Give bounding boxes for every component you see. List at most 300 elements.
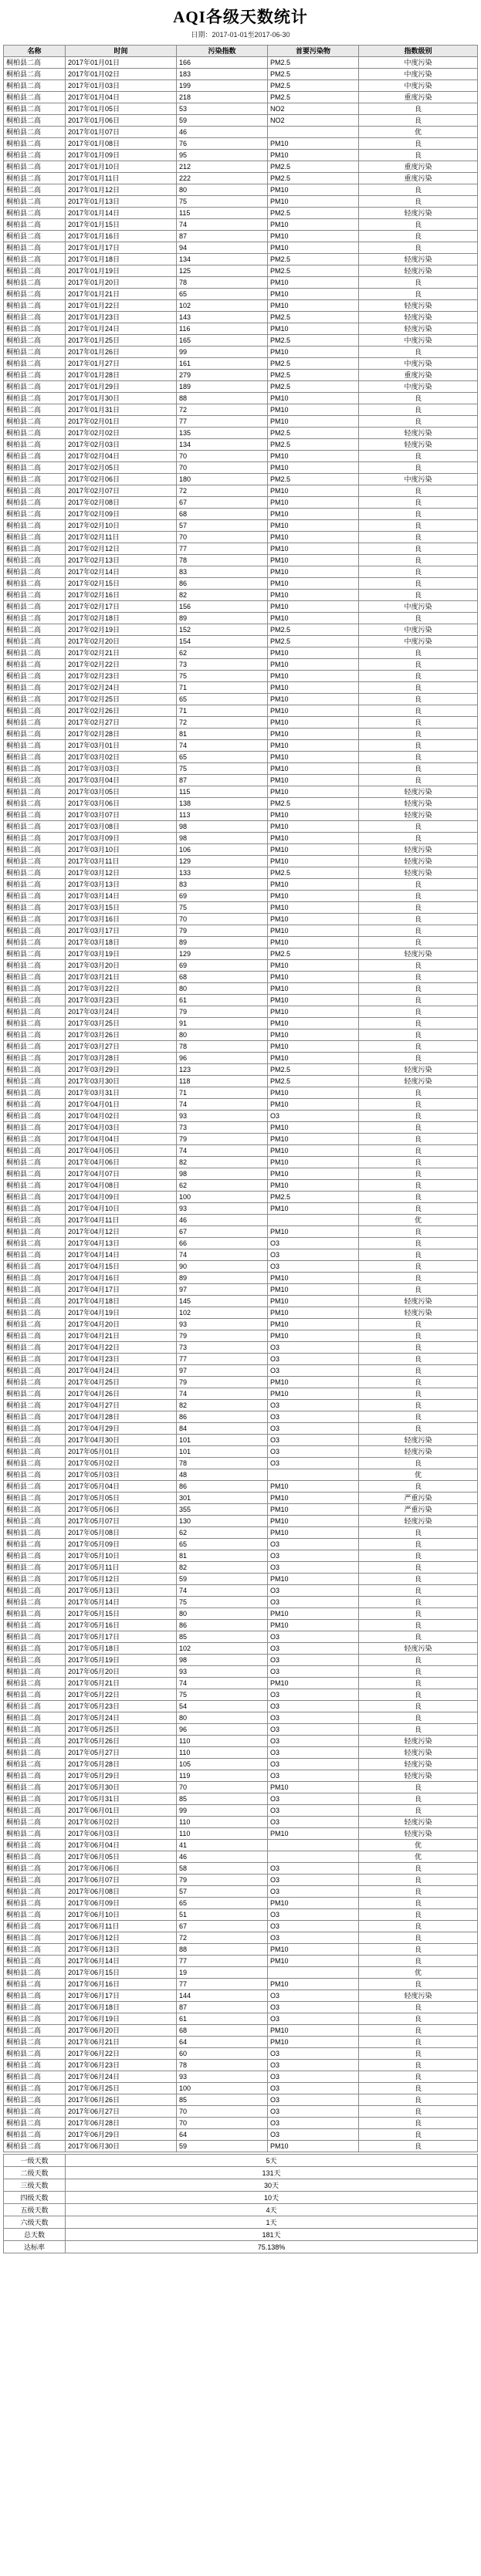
cell-level: 重度污染 xyxy=(359,161,478,173)
cell-aqi: 58 xyxy=(177,1863,268,1875)
cell-date: 2017年03月29日 xyxy=(66,1064,177,1076)
cell-level: 良 xyxy=(359,1666,478,1678)
cell-level: 良 xyxy=(359,138,478,150)
table-row xyxy=(4,810,478,821)
cell-pollutant: O3 xyxy=(268,1747,359,1759)
cell-date: 2017年03月06日 xyxy=(66,798,177,810)
table-row xyxy=(4,705,478,717)
cell-station: 桐柏县二高 xyxy=(4,1249,66,1261)
cell-pollutant: PM2.5 xyxy=(268,57,359,69)
cell-aqi: 110 xyxy=(177,1828,268,1840)
cell-level: 良 xyxy=(359,1655,478,1666)
cell-pollutant: PM10 xyxy=(268,752,359,763)
cell-aqi: 67 xyxy=(177,497,268,509)
cell-station: 桐柏县二高 xyxy=(4,161,66,173)
table-row xyxy=(4,1493,478,1504)
cell-station: 桐柏县二高 xyxy=(4,2094,66,2106)
cell-aqi: 82 xyxy=(177,1157,268,1168)
cell-date: 2017年05月09日 xyxy=(66,1539,177,1550)
cell-aqi: 74 xyxy=(177,1585,268,1597)
cell-level: 良 xyxy=(359,659,478,671)
header-level: 指数级别 xyxy=(359,46,478,57)
cell-pollutant: PM10 xyxy=(268,1944,359,1956)
table-row xyxy=(4,2106,478,2118)
cell-pollutant: O3 xyxy=(268,2106,359,2118)
table-row xyxy=(4,474,478,485)
cell-station: 桐柏县二高 xyxy=(4,347,66,358)
cell-pollutant: PM10 xyxy=(268,810,359,821)
cell-pollutant: O3 xyxy=(268,1342,359,1354)
cell-pollutant: PM2.5 xyxy=(268,428,359,439)
cell-level: 良 xyxy=(359,1562,478,1574)
cell-level: 良 xyxy=(359,1157,478,1168)
table-row xyxy=(4,1585,478,1597)
cell-station: 桐柏县二高 xyxy=(4,1851,66,1863)
table-row xyxy=(4,1828,478,1840)
cell-date: 2017年01月19日 xyxy=(66,265,177,277)
cell-pollutant: O3 xyxy=(268,1354,359,1365)
cell-station: 桐柏县二高 xyxy=(4,335,66,347)
cell-aqi: 98 xyxy=(177,833,268,844)
cell-station: 桐柏县二高 xyxy=(4,1956,66,1967)
table-row xyxy=(4,821,478,833)
cell-aqi: 100 xyxy=(177,1192,268,1203)
cell-level: 良 xyxy=(359,196,478,208)
table-row xyxy=(4,1342,478,1354)
cell-date: 2017年02月14日 xyxy=(66,566,177,578)
cell-level: 轻度污染 xyxy=(359,439,478,451)
summary-label: 四级天数 xyxy=(4,2192,66,2204)
cell-station: 桐柏县二高 xyxy=(4,184,66,196)
cell-date: 2017年04月18日 xyxy=(66,1296,177,1307)
cell-pollutant: PM10 xyxy=(268,532,359,543)
cell-aqi: 154 xyxy=(177,636,268,647)
cell-level: 轻度污染 xyxy=(359,810,478,821)
cell-aqi: 222 xyxy=(177,173,268,184)
cell-station: 桐柏县二高 xyxy=(4,590,66,601)
cell-aqi: 102 xyxy=(177,1307,268,1319)
summary-row xyxy=(4,2155,478,2167)
table-row xyxy=(4,1689,478,1701)
table-row xyxy=(4,694,478,705)
cell-pollutant: PM10 xyxy=(268,1574,359,1585)
cell-aqi: 113 xyxy=(177,810,268,821)
cell-pollutant: PM2.5 xyxy=(268,439,359,451)
cell-date: 2017年03月30日 xyxy=(66,1076,177,1087)
cell-pollutant: PM10 xyxy=(268,462,359,474)
cell-level: 轻度污染 xyxy=(359,1516,478,1527)
cell-station: 桐柏县二高 xyxy=(4,1898,66,1909)
cell-station: 桐柏县二高 xyxy=(4,1620,66,1631)
cell-aqi: 86 xyxy=(177,1411,268,1423)
cell-pollutant xyxy=(268,127,359,138)
summary-value: 75.138% xyxy=(66,2241,478,2253)
cell-station: 桐柏县二高 xyxy=(4,613,66,624)
table-row xyxy=(4,57,478,69)
cell-pollutant: PM10 xyxy=(268,520,359,532)
cell-level: 良 xyxy=(359,2129,478,2141)
cell-date: 2017年02月09日 xyxy=(66,509,177,520)
cell-aqi: 48 xyxy=(177,1469,268,1481)
cell-aqi: 212 xyxy=(177,161,268,173)
cell-aqi: 69 xyxy=(177,891,268,902)
cell-aqi: 74 xyxy=(177,1249,268,1261)
cell-aqi: 74 xyxy=(177,740,268,752)
cell-station: 桐柏县二高 xyxy=(4,1875,66,1886)
cell-level: 良 xyxy=(359,1724,478,1736)
cell-pollutant: PM10 xyxy=(268,184,359,196)
cell-aqi: 94 xyxy=(177,242,268,254)
cell-date: 2017年05月20日 xyxy=(66,1666,177,1678)
cell-aqi: 65 xyxy=(177,752,268,763)
table-row xyxy=(4,659,478,671)
cell-pollutant: PM10 xyxy=(268,740,359,752)
table-row xyxy=(4,1932,478,1944)
cell-level: 良 xyxy=(359,1550,478,1562)
cell-date: 2017年01月27日 xyxy=(66,358,177,370)
cell-level: 良 xyxy=(359,821,478,833)
cell-date: 2017年01月25日 xyxy=(66,335,177,347)
cell-pollutant: PM10 xyxy=(268,729,359,740)
cell-date: 2017年04月03日 xyxy=(66,1122,177,1134)
cell-aqi: 74 xyxy=(177,219,268,231)
cell-date: 2017年04月27日 xyxy=(66,1400,177,1411)
cell-station: 桐柏县二高 xyxy=(4,1215,66,1226)
cell-aqi: 71 xyxy=(177,705,268,717)
cell-aqi: 76 xyxy=(177,138,268,150)
cell-pollutant: O3 xyxy=(268,2060,359,2071)
table-row xyxy=(4,1215,478,1226)
cell-aqi: 84 xyxy=(177,1423,268,1435)
cell-pollutant: O3 xyxy=(268,1689,359,1701)
cell-level: 良 xyxy=(359,1238,478,1249)
cell-pollutant: PM10 xyxy=(268,786,359,798)
cell-level: 良 xyxy=(359,1354,478,1365)
cell-date: 2017年04月01日 xyxy=(66,1099,177,1111)
table-row xyxy=(4,1956,478,1967)
table-row xyxy=(4,161,478,173)
cell-pollutant: PM10 xyxy=(268,613,359,624)
table-row xyxy=(4,381,478,393)
cell-station: 桐柏县二高 xyxy=(4,485,66,497)
cell-station: 桐柏县二高 xyxy=(4,208,66,219)
cell-aqi: 75 xyxy=(177,902,268,914)
table-row xyxy=(4,729,478,740)
cell-date: 2017年03月16日 xyxy=(66,914,177,925)
cell-pollutant: PM10 xyxy=(268,138,359,150)
cell-station: 桐柏县二高 xyxy=(4,1145,66,1157)
cell-station: 桐柏县二高 xyxy=(4,960,66,972)
cell-date: 2017年03月04日 xyxy=(66,775,177,786)
table-row xyxy=(4,1435,478,1446)
table-row xyxy=(4,184,478,196)
cell-station: 桐柏县二高 xyxy=(4,1319,66,1330)
cell-pollutant: PM2.5 xyxy=(268,254,359,265)
cell-station: 桐柏县二高 xyxy=(4,1365,66,1377)
table-row xyxy=(4,254,478,265)
cell-pollutant: O3 xyxy=(268,1631,359,1643)
cell-aqi: 89 xyxy=(177,613,268,624)
cell-level: 良 xyxy=(359,1527,478,1539)
table-row xyxy=(4,1087,478,1099)
table-row xyxy=(4,1967,478,1979)
cell-level: 良 xyxy=(359,833,478,844)
cell-aqi: 152 xyxy=(177,624,268,636)
cell-aqi: 144 xyxy=(177,1990,268,2002)
cell-station: 桐柏县二高 xyxy=(4,1504,66,1516)
cell-pollutant: PM2.5 xyxy=(268,798,359,810)
cell-date: 2017年02月01日 xyxy=(66,416,177,428)
cell-pollutant: PM2.5 xyxy=(268,80,359,92)
cell-aqi: 78 xyxy=(177,277,268,289)
cell-station: 桐柏县二高 xyxy=(4,1689,66,1701)
cell-aqi: 93 xyxy=(177,2071,268,2083)
cell-level: 良 xyxy=(359,532,478,543)
cell-pollutant: PM2.5 xyxy=(268,173,359,184)
cell-aqi: 130 xyxy=(177,1516,268,1527)
cell-station: 桐柏县二高 xyxy=(4,428,66,439)
cell-station: 桐柏县二高 xyxy=(4,1099,66,1111)
table-row xyxy=(4,1249,478,1261)
table-row xyxy=(4,1261,478,1273)
cell-level: 严重污染 xyxy=(359,1493,478,1504)
cell-aqi: 87 xyxy=(177,775,268,786)
cell-station: 桐柏县二高 xyxy=(4,1921,66,1932)
cell-level: 良 xyxy=(359,740,478,752)
cell-level: 轻度污染 xyxy=(359,265,478,277)
cell-level: 良 xyxy=(359,393,478,404)
table-row xyxy=(4,2071,478,2083)
cell-level: 良 xyxy=(359,1944,478,1956)
cell-aqi: 70 xyxy=(177,914,268,925)
cell-date: 2017年06月06日 xyxy=(66,1863,177,1875)
cell-pollutant: PM10 xyxy=(268,1608,359,1620)
cell-station: 桐柏县二高 xyxy=(4,1643,66,1655)
cell-date: 2017年05月07日 xyxy=(66,1516,177,1527)
cell-aqi: 62 xyxy=(177,1527,268,1539)
table-row xyxy=(4,1377,478,1388)
cell-date: 2017年04月22日 xyxy=(66,1342,177,1354)
summary-row xyxy=(4,2192,478,2204)
cell-station: 桐柏县二高 xyxy=(4,810,66,821)
cell-aqi: 46 xyxy=(177,1215,268,1226)
cell-station: 桐柏县二高 xyxy=(4,2025,66,2037)
table-row xyxy=(4,1712,478,1724)
cell-pollutant: PM10 xyxy=(268,856,359,867)
cell-pollutant: PM10 xyxy=(268,393,359,404)
cell-date: 2017年06月20日 xyxy=(66,2025,177,2037)
cell-level: 中度污染 xyxy=(359,80,478,92)
table-row xyxy=(4,1469,478,1481)
cell-aqi: 135 xyxy=(177,428,268,439)
cell-date: 2017年01月31日 xyxy=(66,404,177,416)
cell-aqi: 145 xyxy=(177,1296,268,1307)
cell-station: 桐柏县二高 xyxy=(4,1909,66,1921)
cell-aqi: 116 xyxy=(177,323,268,335)
cell-pollutant: PM10 xyxy=(268,1018,359,1029)
cell-level: 良 xyxy=(359,416,478,428)
cell-level: 良 xyxy=(359,1932,478,1944)
cell-level: 良 xyxy=(359,2002,478,2013)
cell-aqi: 70 xyxy=(177,1782,268,1793)
cell-date: 2017年05月04日 xyxy=(66,1481,177,1493)
cell-station: 桐柏县二高 xyxy=(4,57,66,69)
cell-aqi: 73 xyxy=(177,1342,268,1354)
cell-aqi: 62 xyxy=(177,647,268,659)
cell-level: 良 xyxy=(359,2141,478,2152)
cell-level: 良 xyxy=(359,2118,478,2129)
cell-date: 2017年06月30日 xyxy=(66,2141,177,2152)
cell-level: 良 xyxy=(359,520,478,532)
cell-date: 2017年01月23日 xyxy=(66,312,177,323)
cell-station: 桐柏县二高 xyxy=(4,879,66,891)
cell-aqi: 110 xyxy=(177,1736,268,1747)
table-row xyxy=(4,2141,478,2152)
cell-date: 2017年04月04日 xyxy=(66,1134,177,1145)
cell-date: 2017年06月03日 xyxy=(66,1828,177,1840)
table-row xyxy=(4,2060,478,2071)
cell-level: 重度污染 xyxy=(359,173,478,184)
cell-aqi: 199 xyxy=(177,80,268,92)
cell-level: 轻度污染 xyxy=(359,1435,478,1446)
summary-label: 五级天数 xyxy=(4,2204,66,2216)
cell-date: 2017年05月27日 xyxy=(66,1747,177,1759)
cell-pollutant: PM10 xyxy=(268,960,359,972)
cell-aqi: 161 xyxy=(177,358,268,370)
cell-pollutant: PM2.5 xyxy=(268,370,359,381)
cell-level: 良 xyxy=(359,914,478,925)
cell-station: 桐柏县二高 xyxy=(4,867,66,879)
cell-date: 2017年02月08日 xyxy=(66,497,177,509)
cell-aqi: 87 xyxy=(177,2002,268,2013)
cell-level: 良 xyxy=(359,1585,478,1597)
table-row xyxy=(4,647,478,659)
cell-level: 严重污染 xyxy=(359,1504,478,1516)
table-row xyxy=(4,277,478,289)
cell-date: 2017年05月19日 xyxy=(66,1655,177,1666)
summary-label: 六级天数 xyxy=(4,2216,66,2229)
cell-pollutant: O3 xyxy=(268,2118,359,2129)
cell-pollutant: PM10 xyxy=(268,1006,359,1018)
table-row xyxy=(4,393,478,404)
cell-station: 桐柏县二高 xyxy=(4,543,66,555)
cell-station: 桐柏县二高 xyxy=(4,370,66,381)
cell-date: 2017年01月30日 xyxy=(66,393,177,404)
cell-station: 桐柏县二高 xyxy=(4,1932,66,1944)
cell-pollutant: PM10 xyxy=(268,775,359,786)
cell-station: 桐柏县二高 xyxy=(4,1701,66,1712)
cell-level: 良 xyxy=(359,1712,478,1724)
summary-row xyxy=(4,2241,478,2253)
cell-station: 桐柏县二高 xyxy=(4,1157,66,1168)
summary-value: 1天 xyxy=(66,2216,478,2229)
cell-date: 2017年02月06日 xyxy=(66,474,177,485)
cell-aqi: 82 xyxy=(177,1562,268,1574)
summary-label: 一级天数 xyxy=(4,2155,66,2167)
cell-pollutant: O3 xyxy=(268,1458,359,1469)
cell-level: 轻度污染 xyxy=(359,312,478,323)
cell-aqi: 80 xyxy=(177,184,268,196)
cell-station: 桐柏县二高 xyxy=(4,1261,66,1273)
cell-pollutant: O3 xyxy=(268,2013,359,2025)
table-row xyxy=(4,2048,478,2060)
date-range: 日期：2017-01-01至2017-06-30 xyxy=(191,31,290,39)
cell-level: 轻度污染 xyxy=(359,428,478,439)
cell-level: 良 xyxy=(359,1481,478,1493)
cell-date: 2017年06月04日 xyxy=(66,1840,177,1851)
table-row xyxy=(4,763,478,775)
cell-station: 桐柏县二高 xyxy=(4,1759,66,1770)
cell-aqi: 102 xyxy=(177,300,268,312)
cell-aqi: 70 xyxy=(177,2106,268,2118)
cell-date: 2017年01月21日 xyxy=(66,289,177,300)
cell-pollutant: PM10 xyxy=(268,833,359,844)
cell-date: 2017年04月26日 xyxy=(66,1388,177,1400)
table-row xyxy=(4,1921,478,1932)
cell-level: 良 xyxy=(359,2025,478,2037)
cell-station: 桐柏县二高 xyxy=(4,682,66,694)
cell-date: 2017年03月15日 xyxy=(66,902,177,914)
cell-level: 良 xyxy=(359,590,478,601)
table-row xyxy=(4,1759,478,1770)
cell-pollutant: O3 xyxy=(268,1400,359,1411)
table-row xyxy=(4,289,478,300)
cell-aqi: 59 xyxy=(177,1574,268,1585)
cell-pollutant: PM10 xyxy=(268,451,359,462)
table-row xyxy=(4,740,478,752)
cell-date: 2017年01月14日 xyxy=(66,208,177,219)
cell-level: 轻度污染 xyxy=(359,1643,478,1655)
table-row xyxy=(4,80,478,92)
cell-pollutant: O3 xyxy=(268,1446,359,1458)
cell-date: 2017年04月11日 xyxy=(66,1215,177,1226)
cell-station: 桐柏县二高 xyxy=(4,439,66,451)
table-row xyxy=(4,1516,478,1527)
cell-station: 桐柏县二高 xyxy=(4,1747,66,1759)
table-row xyxy=(4,671,478,682)
table-row xyxy=(4,1458,478,1469)
cell-pollutant: PM10 xyxy=(268,1134,359,1145)
cell-date: 2017年05月18日 xyxy=(66,1643,177,1655)
cell-aqi: 119 xyxy=(177,1770,268,1782)
cell-aqi: 67 xyxy=(177,1921,268,1932)
cell-aqi: 134 xyxy=(177,439,268,451)
cell-aqi: 89 xyxy=(177,1273,268,1284)
cell-level: 良 xyxy=(359,1099,478,1111)
cell-level: 良 xyxy=(359,1608,478,1620)
cell-date: 2017年02月24日 xyxy=(66,682,177,694)
cell-level: 优 xyxy=(359,127,478,138)
cell-aqi: 68 xyxy=(177,509,268,520)
cell-level: 优 xyxy=(359,1967,478,1979)
cell-pollutant: PM10 xyxy=(268,2141,359,2152)
cell-level: 良 xyxy=(359,1168,478,1180)
cell-pollutant: PM10 xyxy=(268,1493,359,1504)
cell-pollutant: PM2.5 xyxy=(268,265,359,277)
cell-aqi: 85 xyxy=(177,1793,268,1805)
cell-pollutant: O3 xyxy=(268,1585,359,1597)
table-row xyxy=(4,1168,478,1180)
cell-date: 2017年02月28日 xyxy=(66,729,177,740)
cell-station: 桐柏县二高 xyxy=(4,1273,66,1284)
summary-value: 10天 xyxy=(66,2192,478,2204)
cell-level: 良 xyxy=(359,219,478,231)
cell-station: 桐柏县二高 xyxy=(4,1562,66,1574)
cell-level: 良 xyxy=(359,1979,478,1990)
cell-date: 2017年06月17日 xyxy=(66,1990,177,2002)
cell-level: 良 xyxy=(359,1411,478,1423)
cell-date: 2017年06月11日 xyxy=(66,1921,177,1932)
